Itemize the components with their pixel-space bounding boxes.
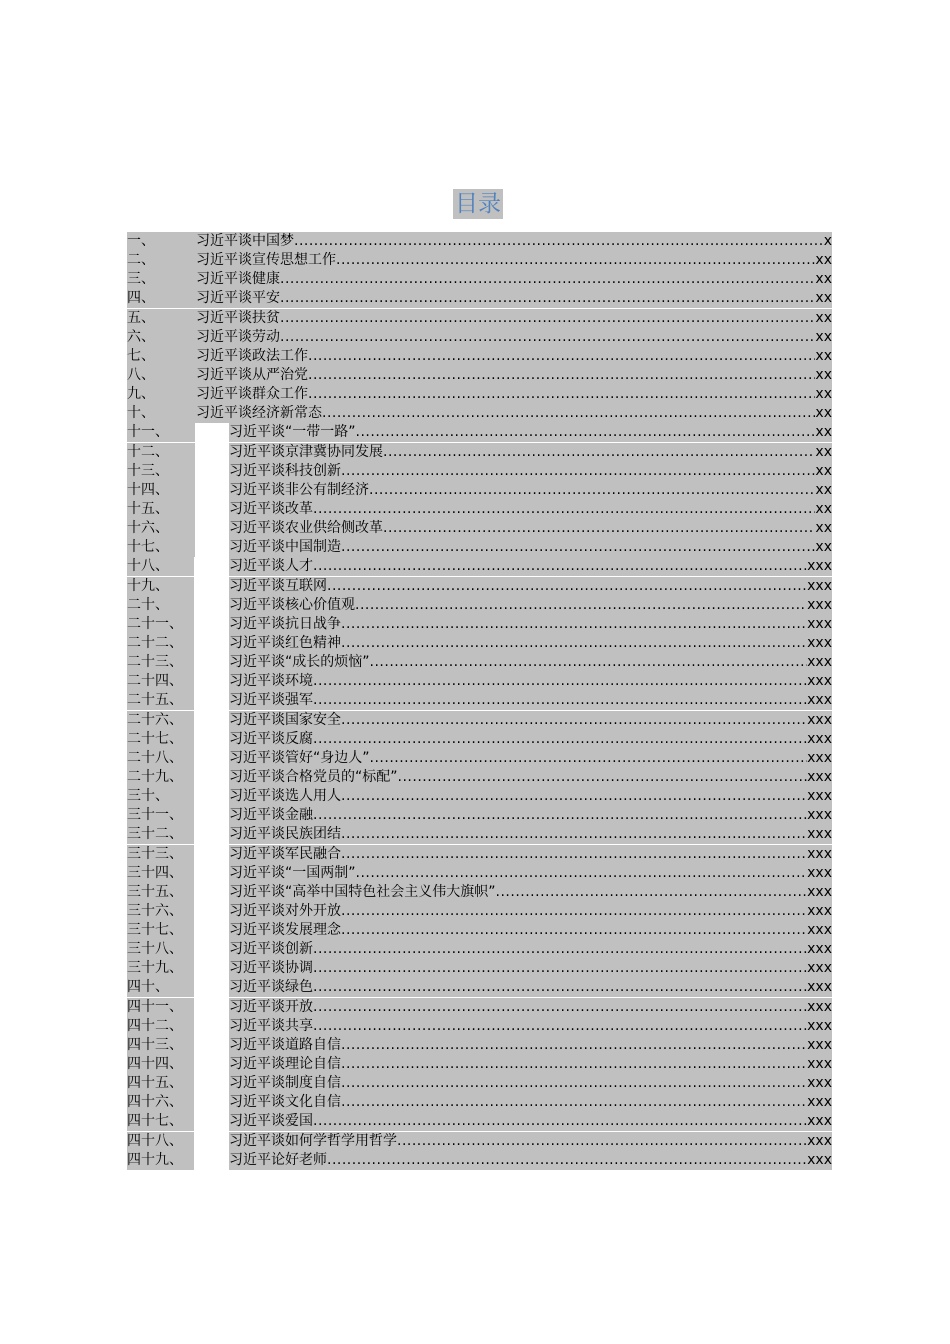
toc-entry[interactable] xyxy=(127,481,832,500)
toc-dot-leader xyxy=(398,768,808,787)
toc-entry-body xyxy=(196,251,832,270)
toc-dot-leader xyxy=(313,672,807,691)
toc-entry-title[interactable]: 习近平谈金融 xyxy=(229,807,313,824)
toc-entry-page: xx xyxy=(815,309,832,326)
toc-entry-number: 三十九、 xyxy=(127,959,194,978)
toc-entry-page: xx xyxy=(815,462,832,479)
toc-entry-title[interactable]: 习近平谈反腐 xyxy=(229,730,313,747)
toc-entry-number: 四十九、 xyxy=(127,1151,194,1170)
toc-entry-page: xxx xyxy=(807,941,832,958)
toc-dot-leader xyxy=(496,883,808,902)
toc-dot-leader xyxy=(341,787,807,806)
toc-entry[interactable] xyxy=(127,921,832,940)
toc-entry-body xyxy=(229,768,832,787)
toc-entry-number: 四十一、 xyxy=(127,998,194,1017)
toc-entry-page: xx xyxy=(815,366,832,383)
toc-entry[interactable] xyxy=(127,1151,832,1170)
toc-dot-leader xyxy=(383,519,815,538)
toc-entry[interactable] xyxy=(127,825,832,844)
toc-entry[interactable] xyxy=(127,596,832,615)
toc-entry-number: 四十七、 xyxy=(127,1112,194,1131)
toc-entry-page: xxx xyxy=(807,883,832,900)
toc-entry[interactable] xyxy=(127,328,832,347)
toc-entry-body xyxy=(229,653,832,672)
toc-entry-title[interactable]: 习近平谈文化自信 xyxy=(229,1094,341,1111)
toc-entry[interactable] xyxy=(127,1074,832,1093)
toc-entry-number: 四十五、 xyxy=(127,1074,194,1093)
toc-entry-title[interactable]: 习近平谈抗日战争 xyxy=(229,615,341,632)
toc-entry-body xyxy=(229,1074,832,1093)
toc-list xyxy=(127,232,832,1170)
toc-entry-page: xx xyxy=(815,520,832,537)
toc-entry[interactable] xyxy=(127,1112,832,1131)
toc-entry-number: 三十八、 xyxy=(127,940,194,959)
toc-entry[interactable] xyxy=(127,251,832,270)
toc-dot-leader xyxy=(341,711,807,730)
toc-entry-title[interactable]: 习近平谈核心价值观 xyxy=(229,596,355,613)
toc-entry-page: xxx xyxy=(807,1056,832,1073)
toc-entry-page: xxx xyxy=(807,577,832,594)
toc-entry[interactable] xyxy=(127,940,832,959)
toc-entry-body xyxy=(229,825,832,844)
toc-entry-body xyxy=(229,1017,832,1036)
toc-entry[interactable] xyxy=(127,711,832,730)
toc-entry-number: 四十二、 xyxy=(127,1017,194,1036)
toc-entry-number: 七、 xyxy=(127,347,196,366)
toc-entry-number: 三十四、 xyxy=(127,864,194,883)
toc-entry-body xyxy=(229,806,832,825)
toc-entry-page: xxx xyxy=(807,1132,832,1149)
toc-entry-title[interactable]: 习近平谈红色精神 xyxy=(229,634,341,651)
toc-entry-title[interactable]: 习近平谈民族团结 xyxy=(229,826,341,843)
toc-entry-number: 三十、 xyxy=(127,787,194,806)
toc-entry-title[interactable]: 习近平谈发展理念 xyxy=(229,922,341,939)
toc-dot-leader xyxy=(327,1151,807,1170)
toc-entry-number: 二十五、 xyxy=(127,691,194,710)
toc-entry-title[interactable]: 习近平谈政法工作 xyxy=(196,347,308,364)
toc-entry-body xyxy=(196,328,832,347)
toc-entry-title[interactable]: 习近平谈管好“身边人” xyxy=(229,749,370,766)
toc-dot-leader xyxy=(341,902,807,921)
toc-entry-number: 三十一、 xyxy=(127,806,194,825)
toc-entry-body xyxy=(196,309,832,328)
toc-entry-page: xx xyxy=(815,481,832,498)
toc-entry-title[interactable]: 习近平谈强军 xyxy=(229,692,313,709)
toc-entry-title[interactable]: 习近平谈军民融合 xyxy=(229,845,341,862)
toc-dot-leader xyxy=(313,1017,807,1036)
toc-entry-page: xxx xyxy=(807,788,832,805)
toc-entry[interactable] xyxy=(127,998,832,1017)
toc-entry-number: 三十五、 xyxy=(127,883,194,902)
toc-dot-leader xyxy=(313,978,807,997)
toc-entry-body xyxy=(229,864,832,883)
toc-dot-leader xyxy=(327,577,807,596)
toc-entry-body xyxy=(229,940,832,959)
toc-entry-title[interactable]: 习近平谈改革 xyxy=(229,500,313,517)
toc-entry-title[interactable]: 习近平谈“成长的烦恼” xyxy=(229,654,370,671)
toc-entry-page: xxx xyxy=(807,1017,832,1034)
toc-dot-leader xyxy=(313,806,807,825)
toc-entry-page: xxx xyxy=(807,596,832,613)
toc-entry[interactable] xyxy=(127,1036,832,1055)
toc-dot-leader xyxy=(294,232,824,251)
toc-entry-body xyxy=(229,1112,832,1131)
toc-entry-number: 十九、 xyxy=(127,577,194,596)
toc-entry-page: xxx xyxy=(807,1036,832,1053)
toc-entry-title[interactable]: 习近平谈对外开放 xyxy=(229,902,341,919)
toc-entry[interactable] xyxy=(127,672,832,691)
toc-dot-leader xyxy=(369,481,815,500)
toc-entry-number: 十六、 xyxy=(127,519,195,538)
toc-entry-body xyxy=(229,1093,832,1112)
toc-entry-body xyxy=(229,596,832,615)
toc-entry-body xyxy=(229,519,832,538)
toc-entry-page: xxx xyxy=(807,922,832,939)
toc-title: 目录 xyxy=(455,191,501,217)
toc-dot-leader xyxy=(313,998,807,1017)
toc-entry-number: 四十四、 xyxy=(127,1055,194,1074)
toc-entry-number: 三、 xyxy=(127,270,196,289)
toc-dot-leader xyxy=(280,309,815,328)
toc-entry-title[interactable]: 习近平谈“一国两制” xyxy=(229,864,356,881)
toc-dot-leader xyxy=(341,462,815,481)
toc-entry-number: 四十六、 xyxy=(127,1093,194,1112)
toc-dot-leader xyxy=(313,940,807,959)
toc-entry-number: 五、 xyxy=(127,309,196,328)
toc-entry-page: xx xyxy=(815,386,832,403)
toc-entry-number: 九、 xyxy=(127,385,196,404)
toc-entry[interactable] xyxy=(127,577,832,596)
toc-entry[interactable] xyxy=(127,864,832,883)
toc-dot-leader xyxy=(313,557,807,576)
toc-dot-leader xyxy=(356,423,816,442)
toc-entry[interactable] xyxy=(127,443,832,462)
toc-entry-page: xx xyxy=(815,500,832,517)
toc-entry-title[interactable]: 习近平谈绿色 xyxy=(229,979,313,996)
toc-dot-leader xyxy=(341,921,807,940)
toc-dot-leader xyxy=(356,864,808,883)
toc-entry[interactable] xyxy=(127,978,832,997)
toc-entry-number: 三十二、 xyxy=(127,825,194,844)
toc-entry-number: 十三、 xyxy=(127,462,195,481)
toc-entry-title[interactable]: 习近平谈协调 xyxy=(229,960,313,977)
toc-dot-leader xyxy=(280,328,815,347)
toc-entry-number: 四十三、 xyxy=(127,1036,194,1055)
toc-entry-page: xxx xyxy=(807,730,832,747)
toc-entry-body xyxy=(229,978,832,997)
toc-entry-page: xxx xyxy=(807,768,832,785)
toc-entry-title[interactable]: 习近平谈合格党员的“标配” xyxy=(229,768,398,785)
toc-entry-page: xxx xyxy=(807,749,832,766)
toc-entry-page: xxx xyxy=(807,1113,832,1130)
toc-entry-page: xxx xyxy=(807,558,832,575)
toc-entry-number: 十七、 xyxy=(127,538,195,557)
toc-entry-title[interactable]: 习近平谈群众工作 xyxy=(196,386,308,403)
toc-dot-leader xyxy=(322,404,815,423)
toc-entry-title[interactable]: 习近平谈爱国 xyxy=(229,1113,313,1130)
toc-entry-number: 十八、 xyxy=(127,557,194,576)
toc-entry-body xyxy=(229,787,832,806)
toc-entry-body xyxy=(196,366,832,385)
toc-entry[interactable] xyxy=(127,309,832,328)
toc-dot-leader xyxy=(397,1132,807,1151)
toc-entry-body xyxy=(229,500,832,519)
toc-entry-number: 二十、 xyxy=(127,596,194,615)
toc-entry[interactable] xyxy=(127,1055,832,1074)
toc-dot-leader xyxy=(280,270,815,289)
toc-entry-title[interactable]: 习近平谈科技创新 xyxy=(229,462,341,479)
toc-entry[interactable] xyxy=(127,423,832,442)
toc-entry-page: xx xyxy=(815,252,832,269)
toc-entry-body xyxy=(229,730,832,749)
toc-entry[interactable] xyxy=(127,519,832,538)
toc-entry-page: xx xyxy=(815,328,832,345)
toc-entry-number: 四十、 xyxy=(127,978,194,997)
toc-entry-page: xxx xyxy=(807,711,832,728)
toc-entry-body xyxy=(229,481,832,500)
toc-entry-page: x xyxy=(823,233,832,249)
toc-entry-title[interactable]: 习近平谈共享 xyxy=(229,1017,313,1034)
toc-entry-body xyxy=(196,289,832,308)
toc-entry-number: 十四、 xyxy=(127,481,195,500)
toc-entry-body xyxy=(229,998,832,1017)
toc-entry-number: 二十三、 xyxy=(127,653,194,672)
toc-entry-number: 三十六、 xyxy=(127,902,194,921)
toc-entry[interactable] xyxy=(127,902,832,921)
toc-entry-body xyxy=(196,232,832,251)
toc-dot-leader xyxy=(341,538,815,557)
toc-entry-title[interactable]: 习近平谈人才 xyxy=(229,558,313,575)
toc-entry-number: 十、 xyxy=(127,404,196,423)
toc-entry-body xyxy=(229,1055,832,1074)
toc-dot-leader xyxy=(313,1112,807,1131)
toc-entry-body xyxy=(229,443,832,462)
toc-entry-page: xxx xyxy=(807,902,832,919)
toc-entry-page: xxx xyxy=(807,998,832,1015)
toc-dot-leader xyxy=(313,691,807,710)
toc-entry-number: 四十八、 xyxy=(127,1132,194,1151)
toc-entry[interactable] xyxy=(127,653,832,672)
toc-entry-title[interactable]: 习近平谈选人用人 xyxy=(229,788,341,805)
toc-entry-title[interactable]: 习近平谈国家安全 xyxy=(229,711,341,728)
toc-entry-body xyxy=(229,423,832,442)
toc-entry-page: xx xyxy=(815,405,832,422)
toc-entry-body xyxy=(229,921,832,940)
toc-dot-leader xyxy=(308,366,815,385)
toc-dot-leader xyxy=(336,251,815,270)
toc-entry[interactable] xyxy=(127,959,832,978)
toc-entry[interactable] xyxy=(127,634,832,653)
toc-entry-page: xxx xyxy=(807,692,832,709)
toc-dot-leader xyxy=(355,596,807,615)
toc-entry[interactable] xyxy=(127,768,832,787)
toc-entry[interactable] xyxy=(127,385,832,404)
toc-entry-page: xxx xyxy=(807,1151,832,1168)
toc-entry-title[interactable]: 习近平谈互联网 xyxy=(229,577,327,594)
toc-entry-body xyxy=(196,404,832,423)
toc-entry-body xyxy=(229,538,832,557)
toc-entry-number: 十二、 xyxy=(127,443,195,462)
toc-dot-leader xyxy=(280,289,815,308)
toc-entry[interactable] xyxy=(127,289,832,308)
toc-entry-title[interactable]: 习近平谈“一带一路” xyxy=(229,424,356,441)
toc-entry-body xyxy=(229,462,832,481)
toc-entry-body xyxy=(229,1036,832,1055)
toc-entry-body xyxy=(196,385,832,404)
toc-dot-leader xyxy=(341,615,807,634)
toc-entry-page: xxx xyxy=(807,807,832,824)
toc-entry-title[interactable]: 习近平谈理论自信 xyxy=(229,1056,341,1073)
toc-entry[interactable] xyxy=(127,270,832,289)
toc-dot-leader xyxy=(308,385,815,404)
toc-entry-number: 二十六、 xyxy=(127,711,194,730)
toc-dot-leader xyxy=(370,653,808,672)
toc-entry-title[interactable]: 习近平谈“高举中国特色社会主义伟大旗帜” xyxy=(229,883,496,900)
toc-entry-title[interactable]: 习近平谈中国梦 xyxy=(196,233,294,249)
toc-entry-number: 十一、 xyxy=(127,423,195,442)
toc-entry-page: xxx xyxy=(807,1094,832,1111)
toc-entry-body xyxy=(229,959,832,978)
toc-dot-leader xyxy=(341,1055,807,1074)
toc-entry-title[interactable]: 习近平谈非公有制经济 xyxy=(229,481,369,498)
toc-entry[interactable] xyxy=(127,500,832,519)
toc-entry-body xyxy=(229,1151,832,1170)
toc-entry[interactable] xyxy=(127,462,832,481)
toc-entry-number: 二十二、 xyxy=(127,634,194,653)
toc-entry[interactable] xyxy=(127,232,832,251)
toc-entry[interactable] xyxy=(127,806,832,825)
toc-entry-title[interactable]: 习近平谈京津冀协同发展 xyxy=(229,443,383,460)
toc-entry[interactable] xyxy=(127,615,832,634)
toc-entry[interactable] xyxy=(127,347,832,366)
toc-entry-title[interactable]: 习近平谈如何学哲学用哲学 xyxy=(229,1132,397,1149)
toc-entry[interactable] xyxy=(127,1017,832,1036)
toc-entry-page: xxx xyxy=(807,864,832,881)
toc-dot-leader xyxy=(313,500,815,519)
toc-dot-leader xyxy=(341,845,807,864)
toc-entry-title[interactable]: 习近平谈从严治党 xyxy=(196,366,308,383)
toc-entry[interactable] xyxy=(127,883,832,902)
toc-entry[interactable] xyxy=(127,787,832,806)
toc-entry-title[interactable]: 习近平谈健康 xyxy=(196,271,280,288)
toc-entry[interactable] xyxy=(127,557,832,576)
toc-entry-number: 二十七、 xyxy=(127,730,194,749)
toc-entry-body xyxy=(229,749,832,768)
toc-entry-number: 三十三、 xyxy=(127,845,194,864)
toc-entry[interactable] xyxy=(127,691,832,710)
toc-entry-number: 十五、 xyxy=(127,500,195,519)
toc-entry-title[interactable]: 习近平谈环境 xyxy=(229,673,313,690)
toc-entry-title[interactable]: 习近平谈农业供给侧改革 xyxy=(229,520,383,537)
toc-entry-page: xx xyxy=(815,347,832,364)
toc-entry-page: xx xyxy=(815,443,832,460)
toc-entry-page: xxx xyxy=(807,845,832,862)
toc-dot-leader xyxy=(370,749,808,768)
toc-entry-number: 二十一、 xyxy=(127,615,194,634)
toc-entry-number: 二十九、 xyxy=(127,768,194,787)
toc-entry-body xyxy=(229,691,832,710)
toc-entry-title[interactable]: 习近平谈劳动 xyxy=(196,328,280,345)
toc-dot-leader xyxy=(341,825,807,844)
toc-entry-page: xxx xyxy=(807,826,832,843)
toc-entry[interactable] xyxy=(127,749,832,768)
toc-entry-body xyxy=(196,347,832,366)
toc-entry[interactable] xyxy=(127,538,832,557)
toc-entry-number: 六、 xyxy=(127,328,196,347)
toc-entry[interactable] xyxy=(127,730,832,749)
toc-entry-page: xxx xyxy=(807,673,832,690)
toc-entry-title[interactable]: 习近平谈中国制造 xyxy=(229,539,341,556)
toc-entry-number: 二、 xyxy=(127,251,196,270)
toc-entry-number: 三十七、 xyxy=(127,921,194,940)
toc-entry-number: 四、 xyxy=(127,289,196,308)
toc-entry-body xyxy=(229,1132,832,1151)
toc-entry-page: xxx xyxy=(807,960,832,977)
toc-entry-page: xx xyxy=(815,271,832,288)
toc-entry-title[interactable]: 习近平谈经济新常态 xyxy=(196,405,322,422)
toc-entry[interactable] xyxy=(127,1093,832,1112)
toc-dot-leader xyxy=(313,730,807,749)
toc-entry-body xyxy=(229,672,832,691)
toc-entry-title[interactable]: 习近平谈开放 xyxy=(229,998,313,1015)
toc-entry-number: 二十四、 xyxy=(127,672,194,691)
toc-dot-leader xyxy=(308,347,815,366)
toc-entry-page: xx xyxy=(815,539,832,556)
toc-dot-leader xyxy=(383,443,815,462)
toc-entry-page: xxx xyxy=(807,634,832,651)
toc-entry-body xyxy=(229,557,832,576)
toc-entry-body xyxy=(229,883,832,902)
toc-entry[interactable] xyxy=(127,366,832,385)
toc-entry-title[interactable]: 习近平谈道路自信 xyxy=(229,1036,341,1053)
toc-entry-body xyxy=(229,845,832,864)
toc-entry-page: xx xyxy=(815,290,832,307)
toc-entry-body xyxy=(229,711,832,730)
toc-entry-page: xxx xyxy=(807,615,832,632)
toc-entry-page: xxx xyxy=(807,654,832,671)
toc-entry-number: 二十八、 xyxy=(127,749,194,768)
toc-entry-page: xxx xyxy=(807,979,832,996)
toc-entry-page: xxx xyxy=(807,1075,832,1092)
toc-entry-body xyxy=(229,615,832,634)
toc-entry-number: 一、 xyxy=(127,232,196,251)
toc-entry-body xyxy=(229,577,832,596)
toc-entry-title[interactable]: 习近平论好老师 xyxy=(229,1151,327,1168)
toc-entry-title[interactable]: 习近平谈宣传思想工作 xyxy=(196,252,336,269)
toc-dot-leader xyxy=(341,1036,807,1055)
toc-dot-leader xyxy=(341,1074,807,1093)
toc-entry-body xyxy=(196,270,832,289)
toc-dot-leader xyxy=(341,1093,807,1112)
toc-entry[interactable] xyxy=(127,1132,832,1151)
toc-entry-title[interactable]: 习近平谈平安 xyxy=(196,290,280,307)
toc-dot-leader xyxy=(341,634,807,653)
toc-entry-body xyxy=(229,902,832,921)
toc-entry-number: 八、 xyxy=(127,366,196,385)
toc-entry[interactable] xyxy=(127,845,832,864)
toc-entry[interactable] xyxy=(127,404,832,423)
toc-entry-title[interactable]: 习近平谈制度自信 xyxy=(229,1075,341,1092)
toc-dot-leader xyxy=(313,959,807,978)
toc-entry-body xyxy=(229,634,832,653)
toc-entry-title[interactable]: 习近平谈创新 xyxy=(229,941,313,958)
toc-entry-title[interactable]: 习近平谈扶贫 xyxy=(196,309,280,326)
toc-entry-page: xx xyxy=(815,424,832,441)
